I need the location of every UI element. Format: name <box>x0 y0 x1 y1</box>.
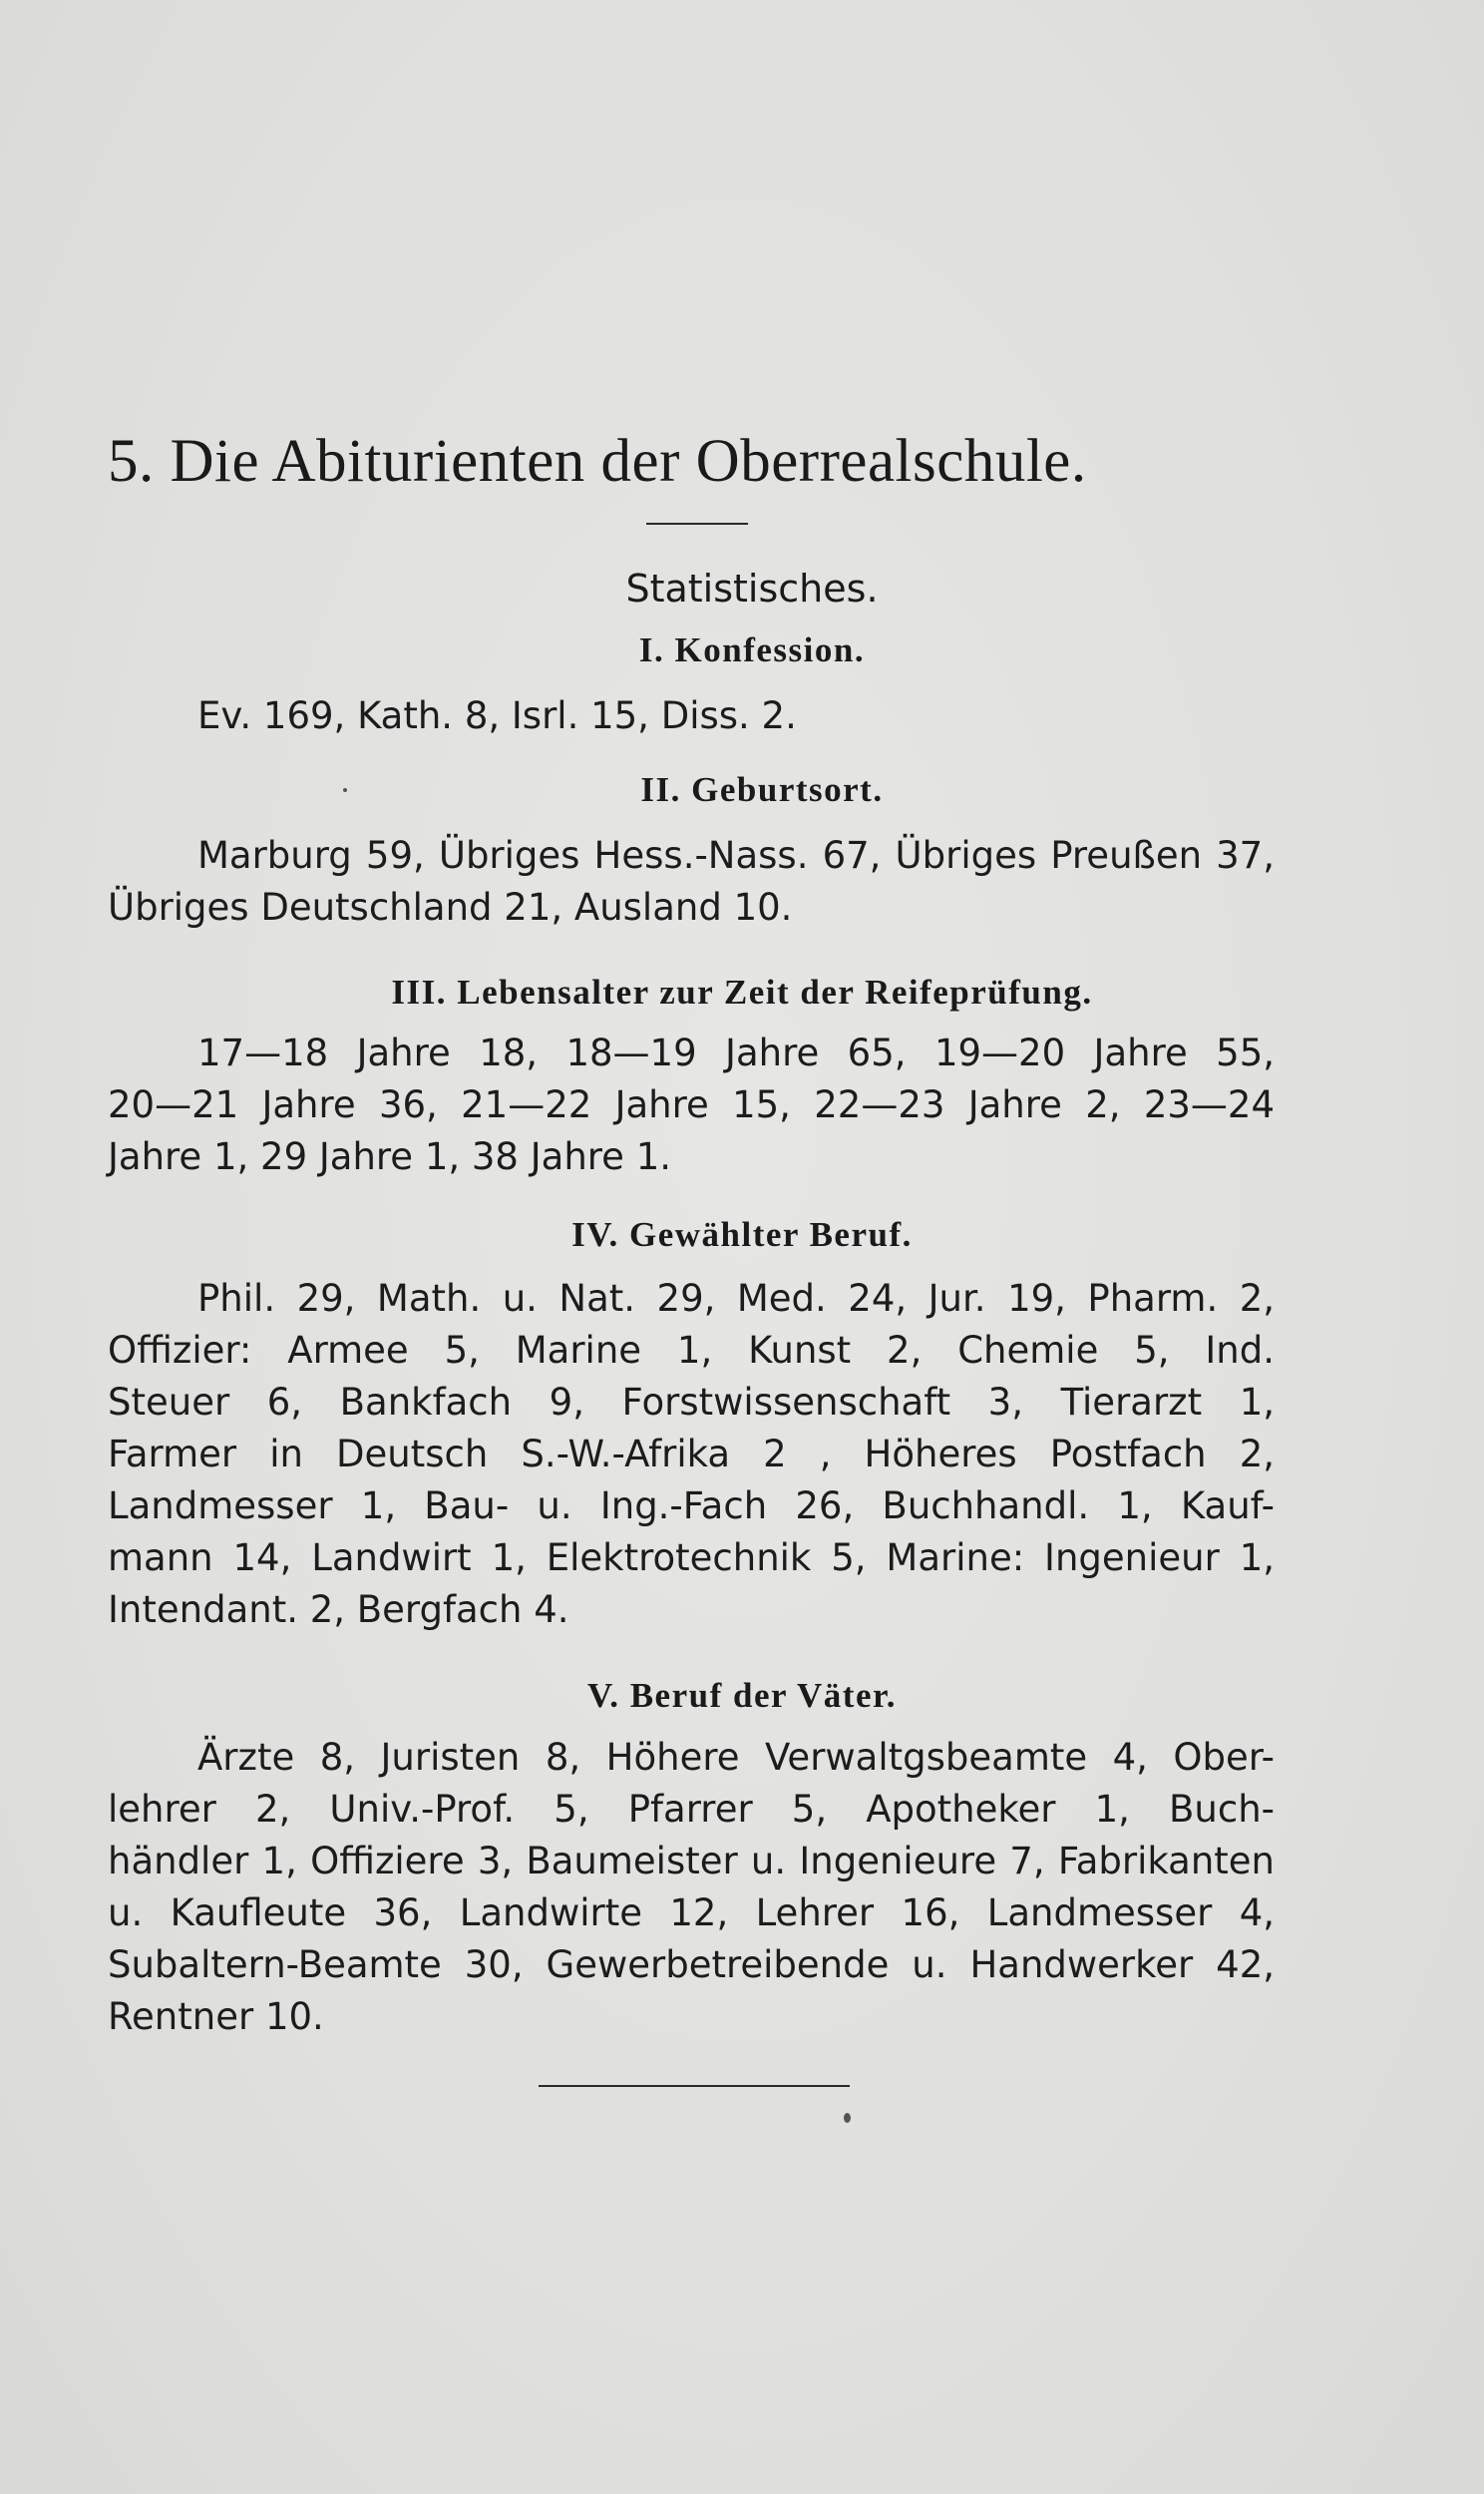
heading-konfession: I. Konfession. <box>638 630 866 669</box>
text-line: Intendant. 2, Bergfach 4. <box>108 1588 569 1631</box>
ink-speck <box>343 788 347 792</box>
text-line: u. Kaufleute 36, Landwirte 12, Lehrer 16, Landmesser 4, <box>108 1891 1275 1934</box>
ink-speck <box>844 2113 851 2123</box>
heading-geburtsort: II. Geburtsort. <box>640 770 884 809</box>
text-line: Ärzte 8, Juristen 8, Höhere Verwaltgsbeamte 4, Ober- <box>197 1736 1275 1779</box>
text-line: Marburg 59, Übriges Hess.-Nass. 67, Übriges Preußen 37, <box>197 834 1275 877</box>
text-line: Steuer 6, Bankfach 9, Forstwissenschaft 3, Tierarzt 1, <box>108 1381 1275 1424</box>
text-line: Phil. 29, Math. u. Nat. 29, Med. 24, Jur. 19, Pharm. 2, <box>197 1277 1275 1320</box>
text-line: Farmer in Deutsch S.-W.-Afrika 2 , Höheres Postfach 2, <box>108 1433 1275 1475</box>
text-line: mann 14, Landwirt 1, Elektrotechnik 5, Marine: Ingenieur 1, <box>108 1536 1275 1579</box>
heading-gewaehlter-beruf: IV. Gewählter Beruf. <box>571 1215 913 1254</box>
text-line: Jahre 1, 29 Jahre 1, 38 Jahre 1. <box>108 1135 671 1178</box>
text-line: 20—21 Jahre 36, 21—22 Jahre 15, 22—23 Jahre 2, 23—24 <box>108 1083 1275 1126</box>
text-line: Ev. 169, Kath. 8, Isrl. 15, Diss. 2. <box>197 694 797 737</box>
heading-beruf-der-vaeter: V. Beruf der Väter. <box>586 1676 898 1715</box>
text-line: 17—18 Jahre 18, 18—19 Jahre 65, 19—20 Jahre 55, <box>197 1032 1275 1074</box>
text-line: Landmesser 1, Bau- u. Ing.-Fach 26, Buchhandl. 1, Kauf- <box>108 1484 1275 1527</box>
text-line: Rentner 10. <box>108 1995 324 2038</box>
page-title: 5. Die Abiturienten der Oberrealschule. <box>108 428 1087 495</box>
title-divider <box>646 523 748 525</box>
text-line: Übriges Deutschland 21, Ausland 10. <box>108 886 793 929</box>
closing-divider <box>539 2085 850 2087</box>
text-line: lehrer 2, Univ.-Prof. 5, Pfarrer 5, Apotheker 1, Buch- <box>108 1788 1275 1831</box>
text-line: Offizier: Armee 5, Marine 1, Kunst 2, Chemie 5, Ind. <box>108 1329 1275 1372</box>
heading-lebensalter: III. Lebensalter zur Zeit der Reifeprüfung. <box>391 973 1093 1012</box>
section-subtitle: Statistisches. <box>625 567 879 611</box>
text-line: Subaltern-Beamte 30, Gewerbetreibende u. Handwerker 42, <box>108 1943 1275 1986</box>
text-line: händler 1, Offiziere 3, Baumeister u. Ingenieure 7, Fabrikanten <box>108 1840 1275 1882</box>
